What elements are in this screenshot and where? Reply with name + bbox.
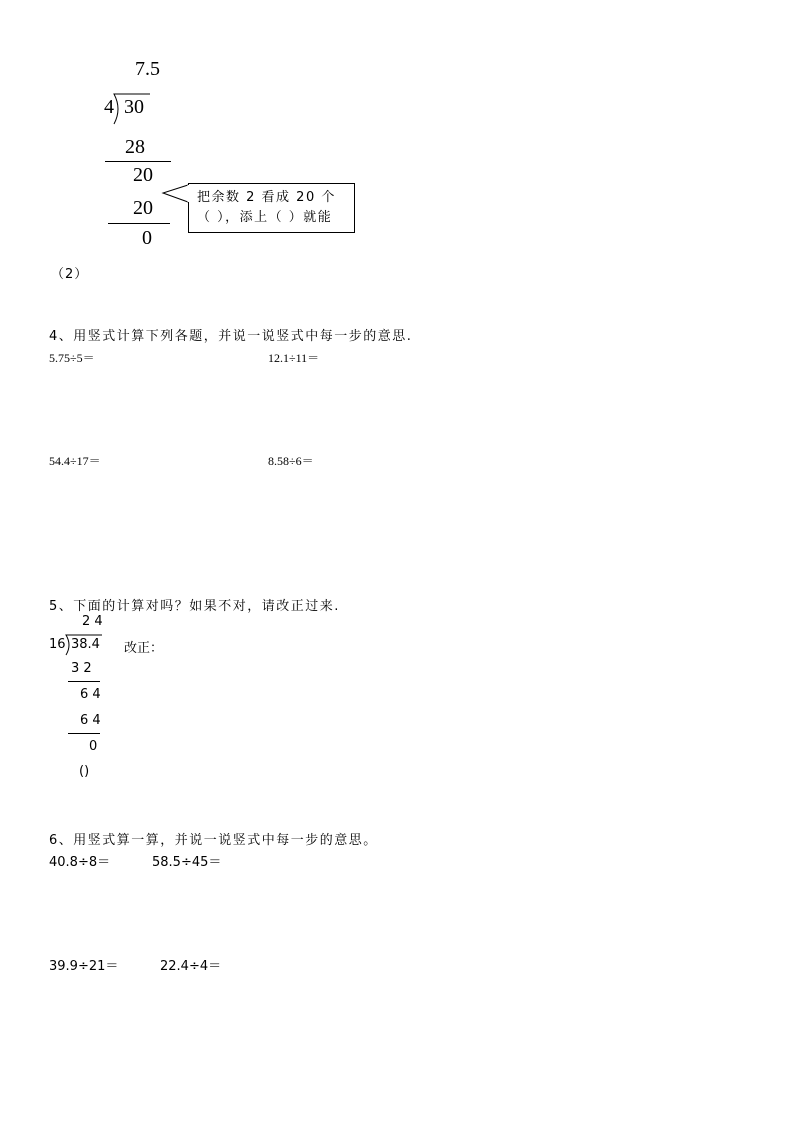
example-step-3: 20 [133, 197, 153, 219]
q4-problem-4: 8.58÷6＝ [268, 454, 314, 468]
example-line-1 [105, 161, 171, 162]
q5-step-3: 6 4 [80, 713, 101, 728]
q5-line-1 [68, 681, 100, 682]
callout-pointer [160, 180, 192, 210]
q4-problem-2: 12.1÷11＝ [268, 351, 320, 365]
example-line-2 [108, 223, 170, 224]
q6-problem-3: 39.9÷21＝ [49, 959, 119, 974]
q4-problem-3: 54.4÷17＝ [49, 454, 101, 468]
example-step-2: 20 [133, 164, 153, 186]
q6-problem-2: 58.5÷45＝ [152, 855, 222, 870]
q4-title: 4、用竖式计算下列各题，并说一说竖式中每一步的意思. [49, 329, 413, 344]
q5-step-1: 3 2 [71, 661, 92, 676]
q6-problem-4: 22.4÷4＝ [160, 959, 222, 974]
example-dividend: 30 [124, 96, 144, 118]
q5-quotient: 2 4 [82, 614, 103, 629]
q5-step-4: 0 [89, 739, 98, 754]
q5-step-2: 6 4 [80, 687, 101, 702]
q5-line-2 [68, 733, 100, 734]
example-step-4: 0 [142, 227, 152, 249]
q6-problem-1: 40.8÷8＝ [49, 855, 111, 870]
q5-title: 5、下面的计算对吗？如果不对，请改正过来. [49, 599, 340, 614]
q5-mark: () [79, 764, 90, 779]
hint-callout [188, 183, 355, 233]
q5-divisor: 16 [49, 637, 66, 652]
example-divisor: 4 [104, 96, 114, 118]
example-step-1: 28 [125, 136, 145, 158]
q4-problem-1: 5.75÷5＝ [49, 351, 95, 365]
sub-label: （2） [51, 267, 89, 282]
callout-line-1: 把余数 2 看成 20 个 [197, 190, 336, 205]
example-quotient: 7.5 [135, 58, 160, 80]
callout-line-2: （ ），添上（ ）就能 [197, 210, 333, 225]
correction-label: 改正： [124, 641, 164, 656]
q6-title: 6、用竖式算一算，并说一说竖式中每一步的意思。 [49, 833, 378, 848]
q5-dividend: 38.4 [71, 637, 100, 652]
